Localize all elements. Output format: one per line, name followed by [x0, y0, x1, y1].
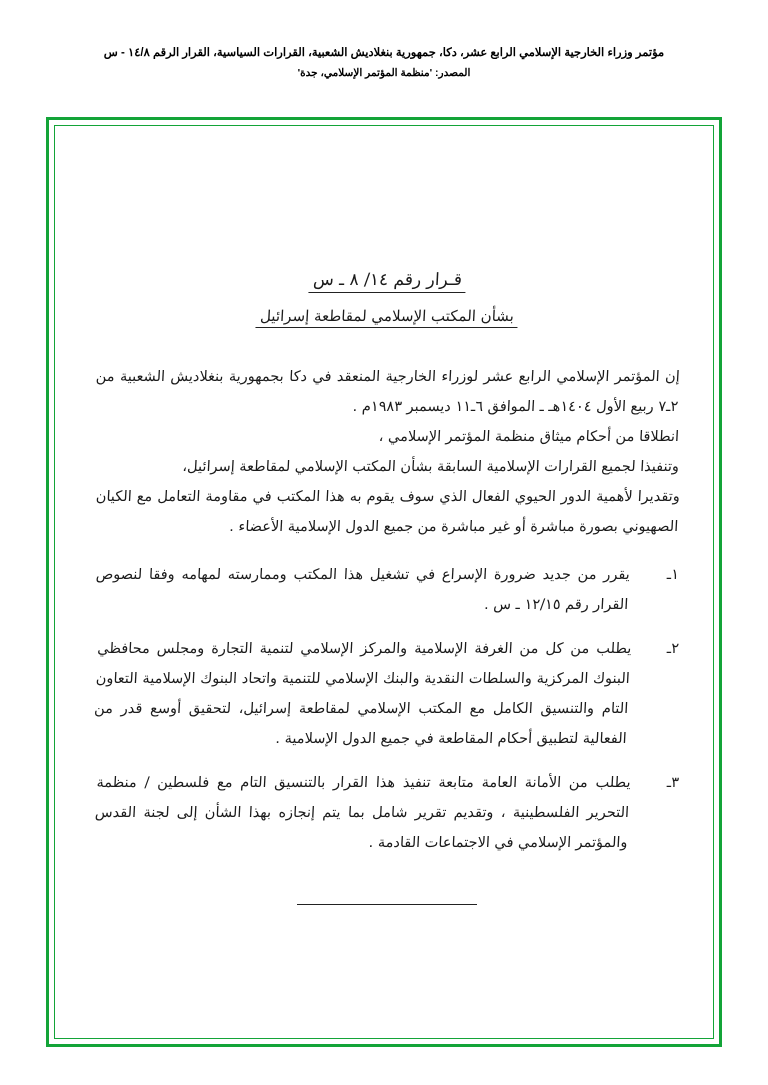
preamble-clause-2: وتنفيذا لجميع القرارات الإسلامية السابقة بشأن المكتب الإسلامي لمقاطعة إسرائيل، — [182, 459, 680, 475]
document-number: قـرار رقم ١٤/ ٨ ـ س — [308, 270, 466, 293]
document-preamble: إن المؤتمر الإسلامي الرابع عشر لوزراء الخارجية المنعقد في دكا بجمهورية بنغلاديش الشعبية من ٢ـ٧ ربيع الأول ١٤٠٤هـ ـ الموافق ٦ـ١١ ديسمبر ١٩٨٣م . — [95, 369, 681, 415]
preamble-clause-1: انطلاقا من أحكام ميثاق منظمة المؤتمر الإسلامي ، — [378, 429, 680, 445]
resolution-list — [95, 560, 679, 858]
document-title-block — [49, 270, 725, 328]
resolution-text: يطلب من كل من الغرفة الإسلامية والمركز الإسلامي لتنمية التجارة ومجلس محافظي البنوك المركزية والسلطات النقدية والبنك الإسلامي للتنمية واتحاد البنوك الإسلامية التعاون التام والتنسيق الكامل مع المكتب الإسلامي لمقاطعة إسرائيل، لتحقيق أوسع قدر من الفعالية لتطبيق أحكام المقاطعة في جميع الدول الإسلامية . — [93, 641, 632, 747]
resolution-number: ٢ـ — [666, 641, 680, 657]
preamble-clause-3: وتقديرا لأهمية الدور الحيوي الفعال الذي سوف يقوم به هذا المكتب في مقاومة التعامل مع الكيان الصهيوني بصورة مباشرة أو غير مباشرة من جميع الدول الإسلامية الأعضاء . — [95, 489, 681, 535]
resolution-number: ٣ـ — [666, 775, 680, 791]
resolution-text: يطلب من الأمانة العامة متابعة تنفيذ هذا القرار بالتنسيق التام مع فلسطين / منظمة التحرير الفلسطينية ، وتقديم تقرير شامل بما يتم إنجازه بهذا الشأن إلى لجنة القدس والمؤتمر الإسلامي في الاجتماعات القادمة . — [94, 775, 631, 851]
resolution-item — [95, 768, 679, 858]
header-source-line: المصدر: 'منظمة المؤتمر الإسلامي، جدة' — [297, 67, 471, 79]
document-header — [0, 44, 768, 82]
document-body — [49, 270, 725, 905]
resolution-number: ١ـ — [666, 567, 680, 583]
resolution-item — [95, 634, 679, 754]
resolution-item — [95, 560, 679, 620]
end-of-document-rule — [297, 904, 477, 905]
header-title-line: مؤتمر وزراء الخارجية الإسلامي الرابع عشر، دكا، جمهورية بنغلاديش الشعبية، القرارات السياسية، القرار الرقم ١٤/٨ - س — [103, 47, 665, 59]
document-subject: بشأن المكتب الإسلامي لمقاطعة إسرائيل — [256, 307, 519, 328]
page-frame — [46, 117, 722, 1047]
resolution-text: يقرر من جديد ضرورة الإسراع في تشغيل هذا المكتب وممارسته لمهامه وفقا لنصوص القرار رقم ١٢/١٥ ـ س . — [95, 567, 631, 613]
